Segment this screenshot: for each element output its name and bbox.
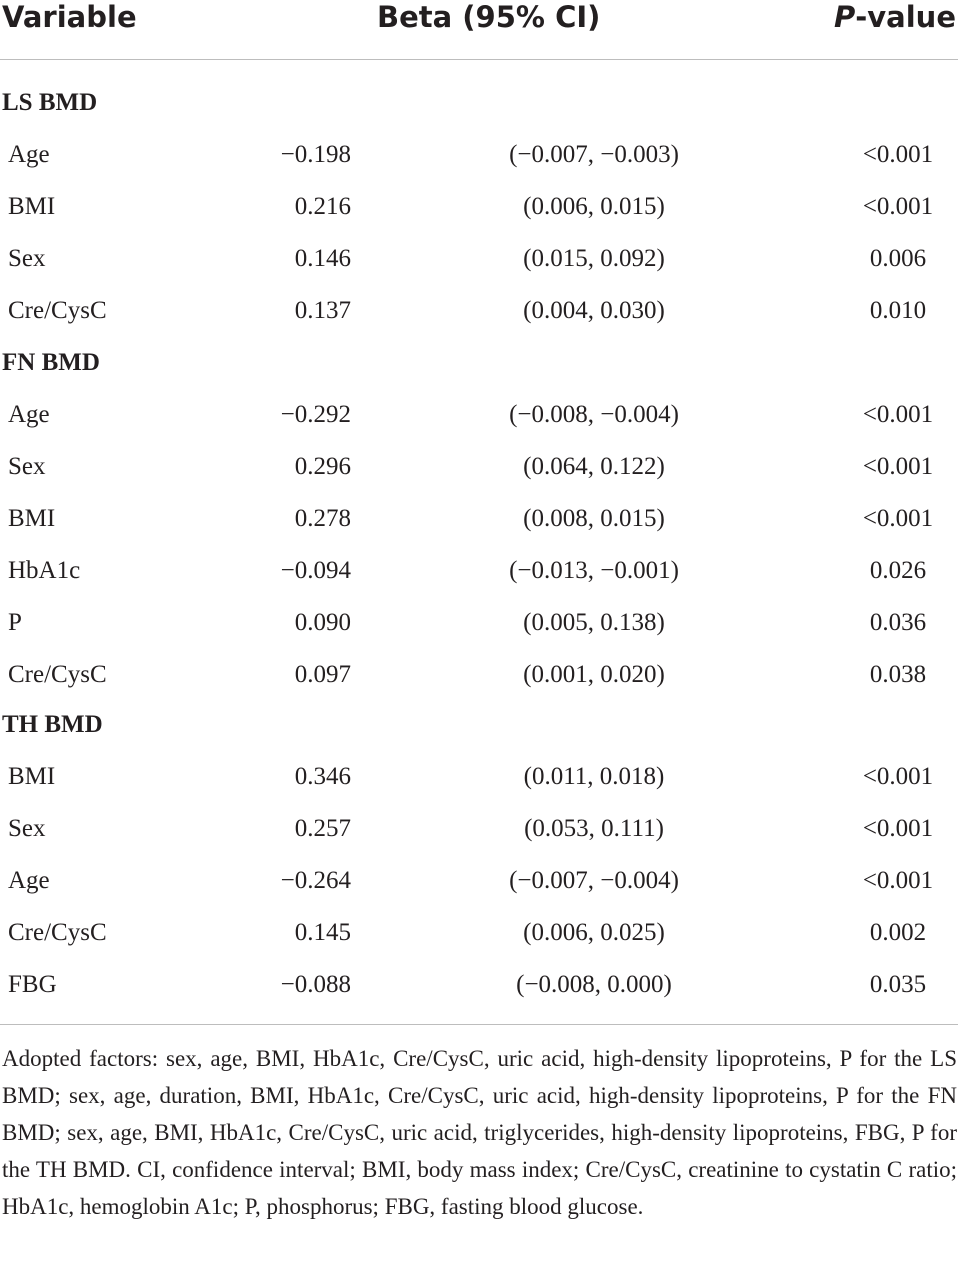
table-row xyxy=(0,751,958,803)
cell-variable: P xyxy=(8,609,22,636)
cell-ci: (−0.013, −0.001) xyxy=(509,557,679,584)
cell-beta: 0.090 xyxy=(294,609,351,636)
cell-beta: −0.094 xyxy=(280,557,351,584)
cell-ci: (0.011, 0.018) xyxy=(523,763,665,790)
cell-beta: 0.097 xyxy=(294,661,351,688)
cell-p-value: 0.026 xyxy=(869,557,927,584)
cell-beta: 0.278 xyxy=(294,505,351,532)
table-row xyxy=(0,285,958,337)
table-row xyxy=(0,441,958,493)
cell-beta: 0.216 xyxy=(294,193,351,220)
table-row xyxy=(0,907,958,959)
cell-beta: 0.145 xyxy=(294,919,351,946)
group-label: FN BMD xyxy=(2,349,100,376)
group-label: TH BMD xyxy=(2,711,103,738)
cell-p-value: <0.001 xyxy=(862,867,934,894)
table-row xyxy=(0,855,958,907)
cell-variable: BMI xyxy=(8,505,56,532)
cell-beta: 0.346 xyxy=(294,763,351,790)
column-header-p-value xyxy=(834,0,956,36)
cell-p-value: <0.001 xyxy=(862,505,934,532)
cell-variable: Age xyxy=(8,141,50,168)
table-row xyxy=(0,129,958,181)
cell-variable: Age xyxy=(8,867,50,894)
cell-p-value: 0.036 xyxy=(869,609,927,636)
cell-beta: 0.146 xyxy=(294,245,351,272)
cell-variable: Sex xyxy=(8,453,46,480)
cell-p-value: 0.006 xyxy=(869,245,927,272)
cell-p-value: <0.001 xyxy=(862,763,934,790)
cell-variable: BMI xyxy=(8,193,56,220)
cell-ci: (0.004, 0.030) xyxy=(523,297,665,324)
cell-ci: (0.008, 0.015) xyxy=(523,505,665,532)
cell-variable: Age xyxy=(8,401,50,428)
table-row xyxy=(0,181,958,233)
header-divider xyxy=(0,59,958,60)
cell-p-value: 0.038 xyxy=(869,661,927,688)
cell-ci: (0.006, 0.015) xyxy=(523,193,665,220)
table-row xyxy=(0,649,958,701)
table-row xyxy=(0,233,958,285)
cell-beta: −0.088 xyxy=(280,971,351,998)
p-value-italic-p: P xyxy=(833,0,856,34)
group-label: LS BMD xyxy=(2,89,98,116)
cell-ci: (0.006, 0.025) xyxy=(523,919,665,946)
cell-variable: Sex xyxy=(8,245,46,272)
cell-beta: −0.198 xyxy=(280,141,351,168)
cell-ci: (−0.007, −0.004) xyxy=(509,867,679,894)
cell-ci: (0.053, 0.111) xyxy=(524,815,664,842)
table-row xyxy=(0,959,958,1011)
cell-variable: Cre/CysC xyxy=(8,297,107,324)
cell-beta: 0.296 xyxy=(294,453,351,480)
cell-p-value: <0.001 xyxy=(862,815,934,842)
cell-ci: (0.005, 0.138) xyxy=(523,609,665,636)
cell-p-value: <0.001 xyxy=(862,401,934,428)
cell-beta: 0.257 xyxy=(294,815,351,842)
column-header-variable: Variable xyxy=(2,0,137,34)
cell-variable: HbA1c xyxy=(8,557,81,584)
cell-variable: Cre/CysC xyxy=(8,661,107,688)
cell-p-value: <0.001 xyxy=(862,193,934,220)
table-row xyxy=(0,389,958,441)
cell-variable: FBG xyxy=(8,971,57,998)
cell-ci: (0.001, 0.020) xyxy=(523,661,665,688)
cell-p-value: 0.010 xyxy=(869,297,927,324)
cell-ci: (0.064, 0.122) xyxy=(523,453,665,480)
table-footnote: Adopted factors: sex, age, BMI, HbA1c, Cre/CysC, uric acid, high-density lipoproteins, P for the LS BMD; sex, age, duration, BMI, HbA1c, Cre/CysC, uric acid, high-density lipoproteins, P for the FN BMD; sex, age, BMI, HbA1c, Cre/CysC, uric acid, triglycerides, high-density lipoproteins, FBG, P for the TH BMD. CI, confidence interval; BMI, body mass index; Cre/CysC, creatinine to cystatin C ratio; HbA1c, hemoglobin A1c; P, phosphorus; FBG, fasting blood glucose. xyxy=(2,1046,957,1219)
cell-variable: Sex xyxy=(8,815,46,842)
table-row xyxy=(0,597,958,649)
column-header-beta: Beta (95% CI) xyxy=(377,0,601,34)
cell-p-value: <0.001 xyxy=(862,141,934,168)
cell-ci: (−0.008, 0.000) xyxy=(516,971,672,998)
table-row xyxy=(0,493,958,545)
cell-p-value: 0.002 xyxy=(869,919,927,946)
cell-variable: BMI xyxy=(8,763,56,790)
table-row xyxy=(0,803,958,855)
cell-beta: −0.264 xyxy=(280,867,351,894)
cell-beta: 0.137 xyxy=(294,297,351,324)
cell-p-value: 0.035 xyxy=(869,971,927,998)
table-row xyxy=(0,545,958,597)
cell-variable: Cre/CysC xyxy=(8,919,107,946)
cell-ci: (0.015, 0.092) xyxy=(523,245,665,272)
cell-ci: (−0.007, −0.003) xyxy=(509,141,679,168)
p-value-suffix: -value xyxy=(855,0,956,34)
cell-beta: −0.292 xyxy=(280,401,351,428)
cell-p-value: <0.001 xyxy=(862,453,934,480)
cell-ci: (−0.008, −0.004) xyxy=(509,401,679,428)
footer-divider xyxy=(0,1024,958,1025)
